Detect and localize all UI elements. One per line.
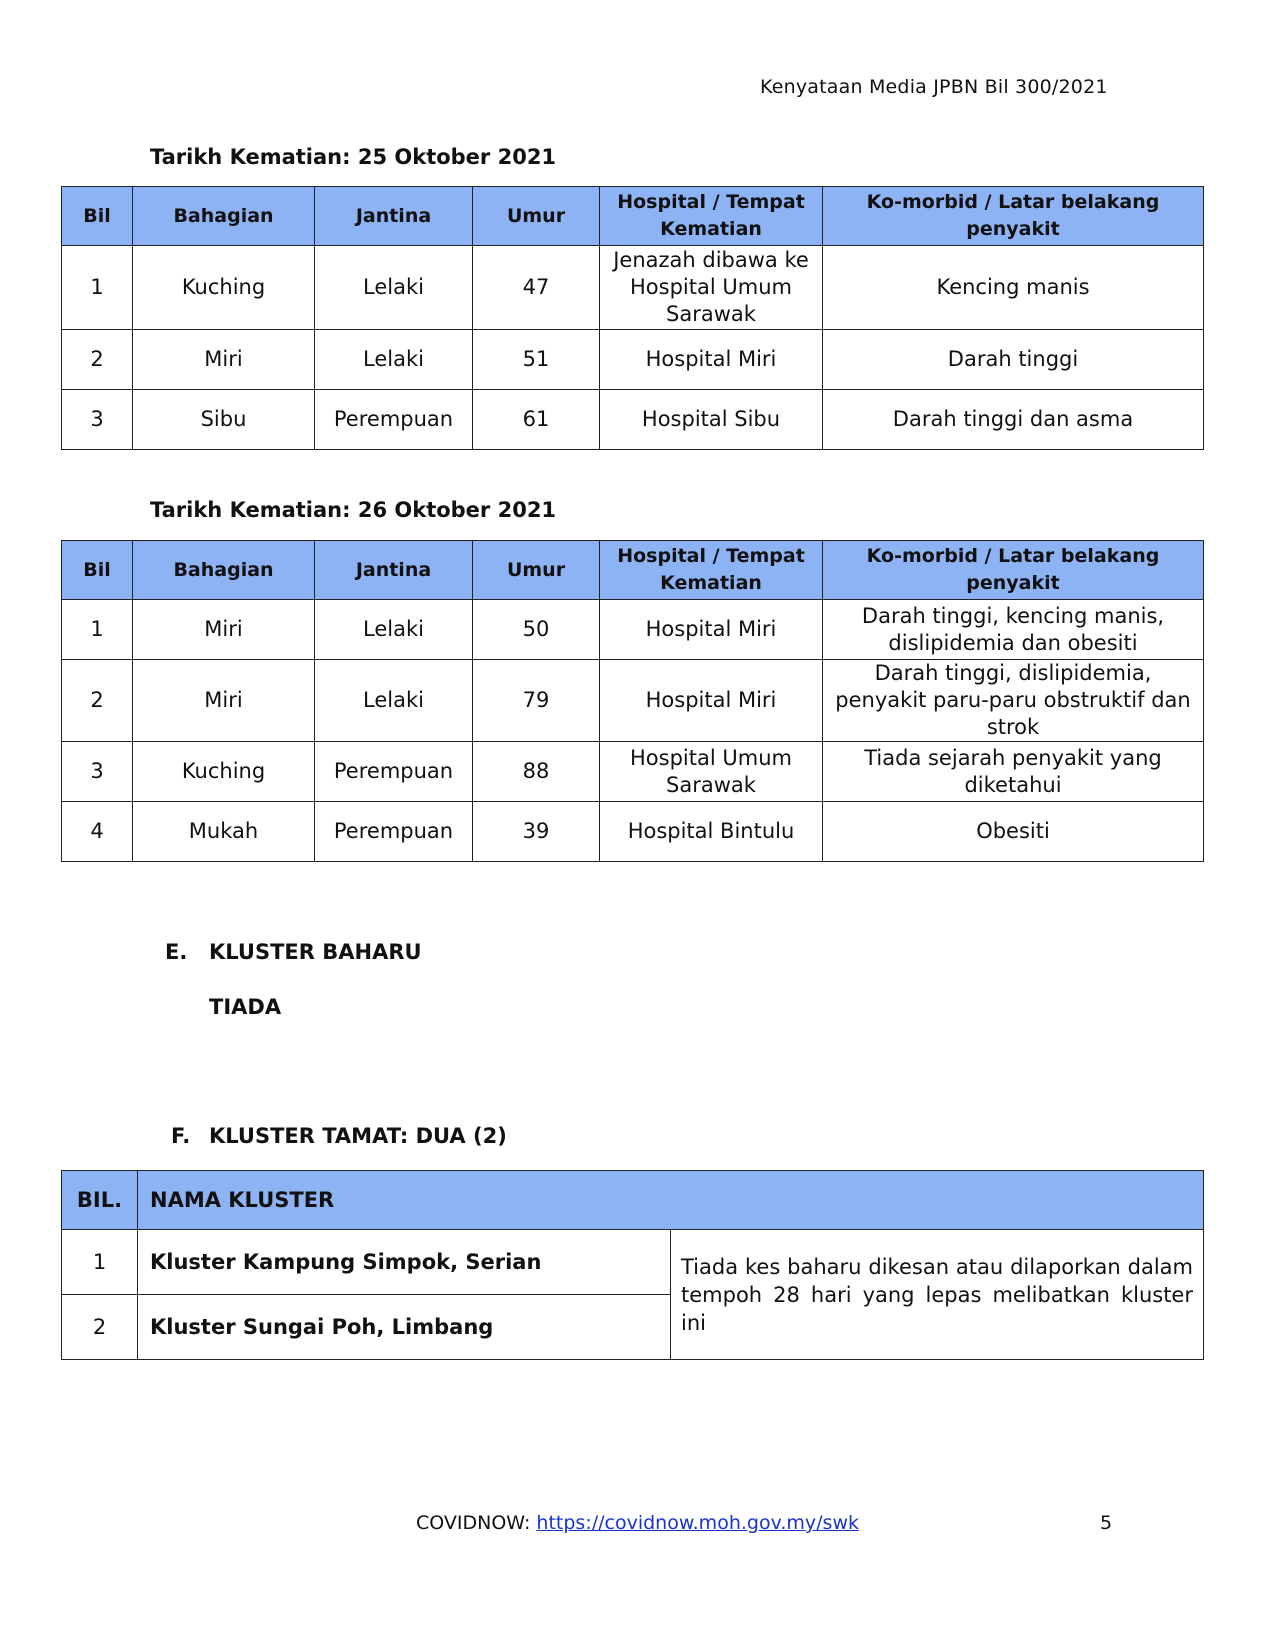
cell-umur: 88 <box>473 742 600 802</box>
col-jantina: Jantina <box>315 541 473 600</box>
document-header: Kenyataan Media JPBN Bil 300/2021 <box>760 76 1108 98</box>
cell-jantina: Lelaki <box>315 330 473 390</box>
cell-komorbid: Darah tinggi, dislipidemia, penyakit paru-paru obstruktif dan strok <box>823 660 1204 742</box>
cell-umur: 47 <box>473 246 600 330</box>
deaths-table-25 <box>61 186 1204 450</box>
cell-bil: 4 <box>62 802 133 862</box>
table-row <box>62 330 1204 390</box>
kluster-tamat-table <box>61 1170 1204 1360</box>
table-header-row <box>62 541 1204 600</box>
cell-jantina: Lelaki <box>315 246 473 330</box>
section-e-letter: E. <box>165 940 188 964</box>
cell-hospital: Hospital Umum Sarawak <box>600 742 823 802</box>
cell-jantina: Lelaki <box>315 600 473 660</box>
col-hospital: Hospital / Tempat Kematian <box>600 187 823 246</box>
covidnow-link[interactable]: https://covidnow.moh.gov.my/swk <box>536 1512 859 1534</box>
cell-bahagian: Sibu <box>133 390 315 450</box>
table-row <box>62 390 1204 450</box>
cell-bahagian: Miri <box>133 660 315 742</box>
cell-bil: 1 <box>62 246 133 330</box>
section-26-title: Tarikh Kematian: 26 Oktober 2021 <box>150 498 557 522</box>
cell-bahagian: Kuching <box>133 246 315 330</box>
cell-hospital: Hospital Bintulu <box>600 802 823 862</box>
cell-bil: 2 <box>62 1295 138 1360</box>
table-row <box>62 246 1204 330</box>
cell-umur: 50 <box>473 600 600 660</box>
table-row <box>62 600 1204 660</box>
col-bahagian: Bahagian <box>133 541 315 600</box>
cell-bahagian: Kuching <box>133 742 315 802</box>
footer <box>0 1512 1275 1534</box>
cell-kluster-name: Kluster Kampung Simpok, Serian <box>138 1230 671 1295</box>
table-row <box>62 1230 1204 1295</box>
cell-umur: 79 <box>473 660 600 742</box>
col-jantina: Jantina <box>315 187 473 246</box>
section-25-title: Tarikh Kematian: 25 Oktober 2021 <box>150 145 557 169</box>
col-komorbid: Ko-morbid / Latar belakang penyakit <box>823 541 1204 600</box>
cell-hospital: Jenazah dibawa ke Hospital Umum Sarawak <box>600 246 823 330</box>
cell-bahagian: Miri <box>133 600 315 660</box>
cell-bil: 3 <box>62 390 133 450</box>
cell-komorbid: Tiada sejarah penyakit yang diketahui <box>823 742 1204 802</box>
footer-label: COVIDNOW: <box>416 1512 531 1534</box>
section-f-heading <box>171 1124 507 1148</box>
col-umur: Umur <box>473 541 600 600</box>
cell-bil: 2 <box>62 330 133 390</box>
cell-hospital: Hospital Miri <box>600 660 823 742</box>
cell-hospital: Hospital Sibu <box>600 390 823 450</box>
table-row <box>62 742 1204 802</box>
cell-jantina: Perempuan <box>315 742 473 802</box>
table-row <box>62 802 1204 862</box>
cell-kluster-note: Tiada kes baharu dikesan atau dilaporkan dalam tempoh 28 hari yang lepas melibatkan kluster ini <box>671 1230 1204 1360</box>
cell-bil: 1 <box>62 600 133 660</box>
col-umur: Umur <box>473 187 600 246</box>
cell-jantina: Perempuan <box>315 802 473 862</box>
table-header-row <box>62 187 1204 246</box>
section-e-content: TIADA <box>209 995 282 1019</box>
cell-umur: 51 <box>473 330 600 390</box>
cell-kluster-name: Kluster Sungai Poh, Limbang <box>138 1295 671 1360</box>
cell-umur: 61 <box>473 390 600 450</box>
col-bil: BIL. <box>62 1171 138 1230</box>
cell-hospital: Hospital Miri <box>600 330 823 390</box>
section-f-letter: F. <box>171 1124 191 1148</box>
cell-umur: 39 <box>473 802 600 862</box>
deaths-table-26 <box>61 540 1204 862</box>
cell-komorbid: Kencing manis <box>823 246 1204 330</box>
cell-komorbid: Darah tinggi dan asma <box>823 390 1204 450</box>
cell-jantina: Perempuan <box>315 390 473 450</box>
section-e-title: KLUSTER BAHARU <box>209 940 422 964</box>
cell-bil: 1 <box>62 1230 138 1295</box>
col-komorbid: Ko-morbid / Latar belakang penyakit <box>823 187 1204 246</box>
col-bahagian: Bahagian <box>133 187 315 246</box>
col-bil: Bil <box>62 187 133 246</box>
cell-bahagian: Mukah <box>133 802 315 862</box>
cell-komorbid: Darah tinggi <box>823 330 1204 390</box>
cell-jantina: Lelaki <box>315 660 473 742</box>
cell-hospital: Hospital Miri <box>600 600 823 660</box>
cell-komorbid: Obesiti <box>823 802 1204 862</box>
table-header-row <box>62 1171 1204 1230</box>
cell-komorbid: Darah tinggi, kencing manis, dislipidemia dan obesiti <box>823 600 1204 660</box>
col-nama-kluster: NAMA KLUSTER <box>138 1171 1204 1230</box>
cell-bil: 3 <box>62 742 133 802</box>
page-number: 5 <box>1100 1512 1113 1534</box>
section-e-heading <box>165 940 422 964</box>
col-hospital: Hospital / Tempat Kematian <box>600 541 823 600</box>
table-row <box>62 660 1204 742</box>
col-bil: Bil <box>62 541 133 600</box>
cell-bil: 2 <box>62 660 133 742</box>
cell-bahagian: Miri <box>133 330 315 390</box>
section-f-title: KLUSTER TAMAT: DUA (2) <box>209 1124 507 1148</box>
